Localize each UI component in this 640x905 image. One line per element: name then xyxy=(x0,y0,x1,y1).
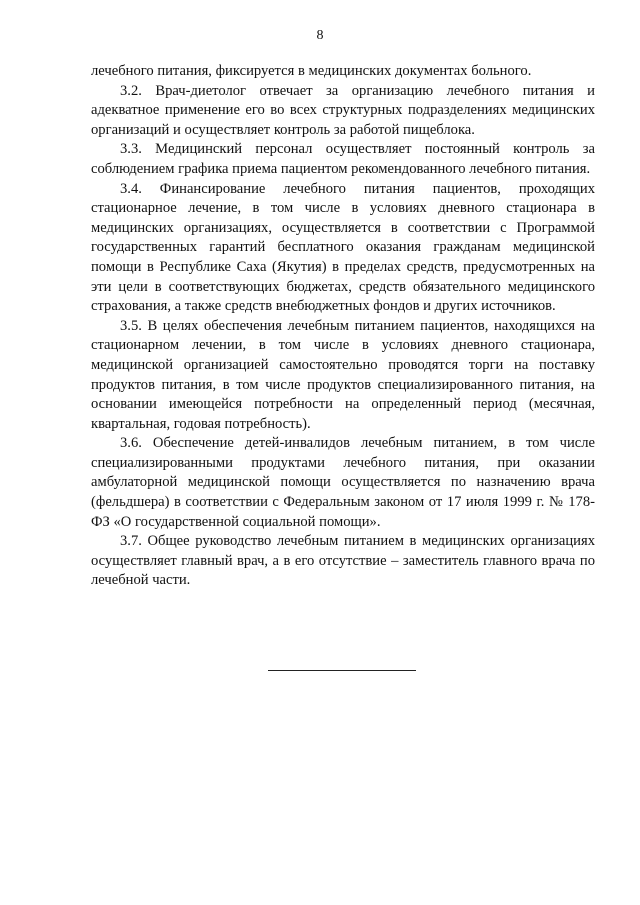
page-number: 8 xyxy=(316,28,324,43)
end-separator-line xyxy=(268,670,416,671)
document-body xyxy=(91,62,595,591)
paragraph-3-7: 3.7. Общее руководство лечебным питанием в медицинских организациях осуществляет главный врач, а в его отсутствие – заместитель главного врача по лечебной части. xyxy=(91,533,595,589)
paragraph-3-6: 3.6. Обеспечение детей-инвалидов лечебным питанием, в том числе специализированными продуктами лечебного питания, при оказании амбулаторной медицинской помощи осуществляется по назначению врача (фельдшера) в соответствии с Федеральным законом от 17 июля 1999 г. № 178-ФЗ «О государственной социальной помощи». xyxy=(91,435,595,530)
paragraph-continuation: лечебного питания, фиксируется в медицинских документах больного. xyxy=(91,63,532,79)
paragraph-3-3: 3.3. Медицинский персонал осуществляет постоянный контроль за соблюдением графика приема пациентом рекомендованного лечебного питания. xyxy=(91,141,595,177)
paragraph-3-5: 3.5. В целях обеспечения лечебным питанием пациентов, находящихся на стационарном лечении, в том числе в условиях дневного стационара, медицинской организацией самостоятельно проводятся торги на поставку продуктов питания, в том числе продуктов специализированного питания, на основании имеющейся потребности на определенный период (месячная, квартальная, годовая потребность). xyxy=(91,317,595,432)
paragraph-3-4: 3.4. Финансирование лечебного питания пациентов, проходящих стационарное лечение, в том числе в условиях дневного стационара в медицинских организациях, осуществляется в соответствии с Программой государственных гарантий бесплатного оказания гражданам медицинской помощи в Республике Саха (Якутия) в пределах средств, предусмотренных на эти цели в соответствующих бюджетах, средств обязательного медицинского страхования, а также средств внебюджетных фондов и других источников. xyxy=(91,180,595,315)
paragraph-3-2: 3.2. Врач-диетолог отвечает за организацию лечебного питания и адекватное применение его во всех структурных подразделениях медицинских организаций и осуществляет контроль за работой пищеблока. xyxy=(91,82,595,138)
